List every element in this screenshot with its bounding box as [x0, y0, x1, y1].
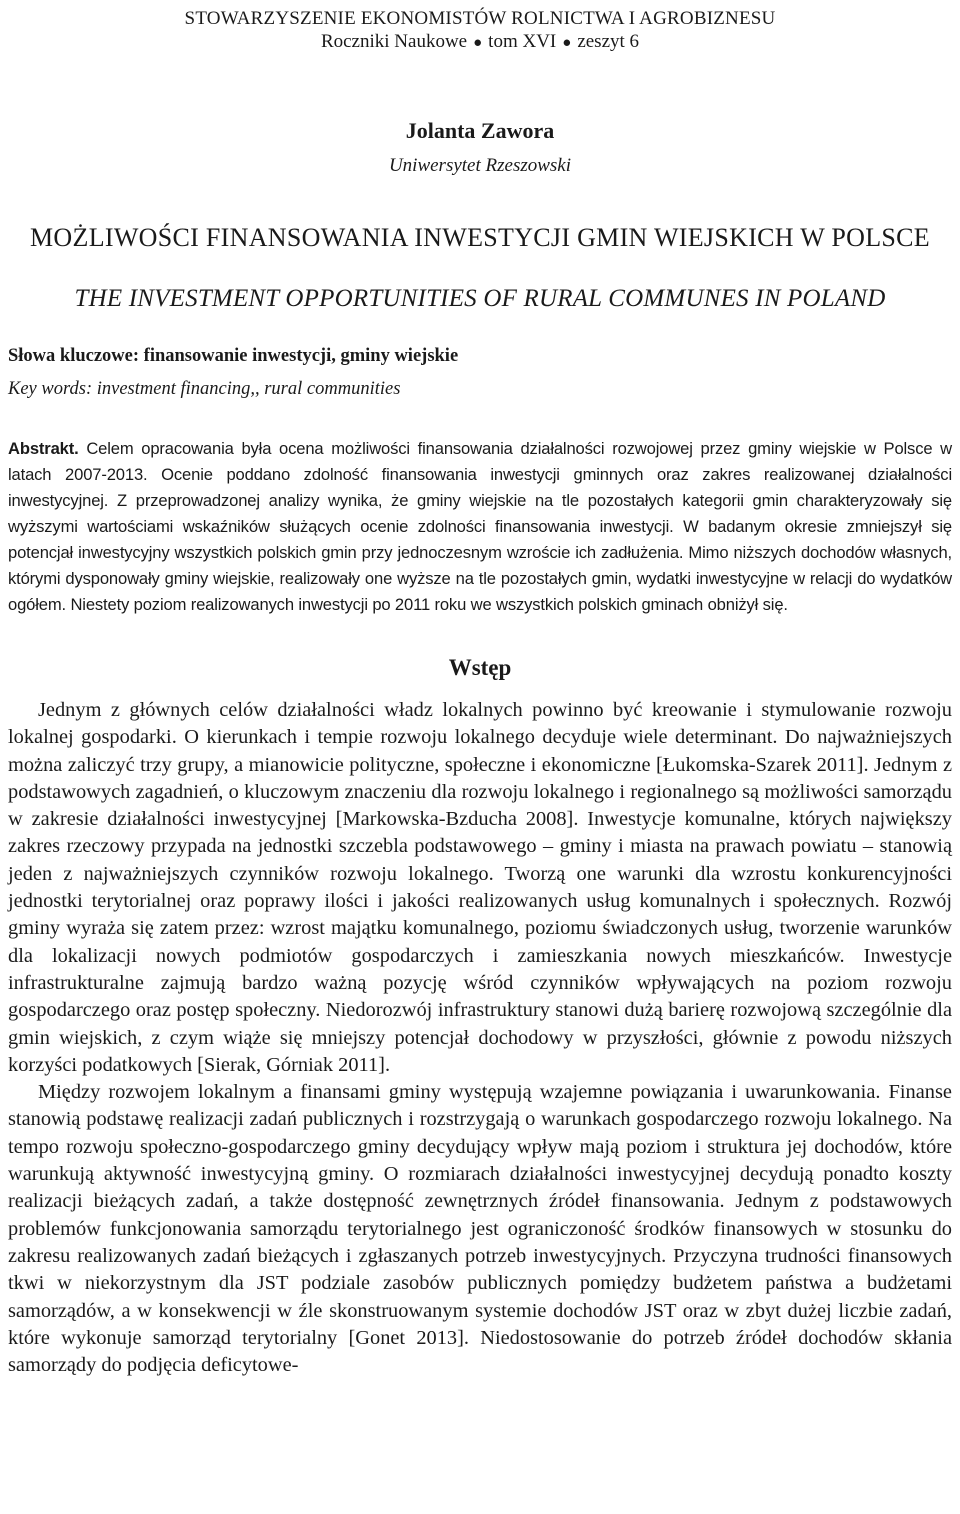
body-paragraph: Jednym z głównych celów działalności władz lokalnych powinno być kreowanie i stymulowanie rozwoju lokalnej gospodarki. O kierunkach i tempie rozwoju lokalnego decyduje wiele determinant. Do najważniejszych można zaliczyć trzy grupy, a mianowicie polityczne, społeczne i ekonomiczne [Łukomska-Szarek 2011]. Jednym z podstawowych zagadnień, o kluczowym znaczeniu dla rozwoju lokalnego i regionalnego są możliwości samorządu w zakresie działalności inwestycyjnej [Markowska-Bzducha 2008]. Inwestycje komunalne, których największy zakres rzeczowy przypada na jednostki szczebla podstawowego – gminy i miasta na prawach powiatu – stanowią jeden z najważniejszych czynników rozwoju lokalnego. Tworzą one warunki dla wzrostu konkurencyjności jednostki terytorialnej oraz poprawy ilości i jakości realizowanych usług komunalnych i społecznych. Rozwój gminy wyraża się zatem przez: wzrost majątku komunalnego, poziomu świadczonych usług, tworzenie warunków dla lokalizacji nowych podmiotów gospodarczych i zamieszkania nowych mieszkańców. Inwestycje infrastrukturalne zajmują bardzo ważną pozycję wśród czynników wpływających na poziom rozwoju gospodarczego oraz postęp społeczny. Niedorozwój infrastruktury stanowi dużą barierę rozwojową szczególnie dla gmin wiejskich, z czym wiąże się mniejszy potencjał dochodowy w przyszłości, głównie z powodu niższych korzyści podatkowych [Sierak, Górniak 2011]. [8, 699, 952, 1076]
paper-page [8, 0, 952, 1379]
bullet-icon: ● [562, 35, 572, 51]
keywords-polish: Słowa kluczowe: finansowanie inwestycji, gminy wiejskie [8, 346, 459, 366]
author-name: Jolanta Zawora [405, 118, 555, 143]
keywords-english: Key words: investment financing,, rural communities [8, 379, 401, 399]
paper-title-english: THE INVESTMENT OPPORTUNITIES OF RURAL COMMUNES IN POLAND [74, 285, 886, 312]
section-title: Wstęp [448, 655, 512, 680]
bullet-icon: ● [473, 35, 483, 51]
abstract-label: Abstrakt. [8, 439, 79, 458]
section-body [8, 697, 952, 1379]
abstract [8, 436, 952, 618]
journal-issue: zeszyt 6 [577, 31, 640, 52]
journal-header [8, 7, 952, 55]
journal-organization: STOWARZYSZENIE EKONOMISTÓW ROLNICTWA I AGROBIZNESU [184, 8, 776, 29]
author-affiliation: Uniwersytet Rzeszowski [388, 155, 572, 176]
journal-series: Roczniki Naukowe [320, 31, 468, 52]
paper-title-polish: MOŻLIWOŚCI FINANSOWANIA INWESTYCJI GMIN WIEJSKICH W POLSCE [30, 223, 930, 252]
journal-issue-line [8, 30, 952, 55]
body-paragraph: Między rozwojem lokalnym a finansami gminy występują wzajemne powiązania i uwarunkowania. Finanse stanowią podstawę realizacji zadań publicznych i rozstrzygają o warunkach gospodarczego rozwoju lokalnego. Na tempo rozwoju społeczno-gospodarczego gminy decydujący wpływ mają poziom i struktura jej dochodów, które warunkują aktywność inwestycyjną gminy. O rozmiarach działalności inwestycyjnej decydują ponadto koszty realizacji bieżących zadań, a także dostępność zewnętrznych źródeł finansowania. Jednym z podstawowych problemów funkcjonowania samorządu terytorialnego jest ograniczoność środków finansowych w stosunku do zakresu realizowanych zadań bieżących i zgłaszanych potrzeb inwestycyjnych. Przyczyna trudności finansowych tkwi w niekorzystnym dla JST podziale zasobów publicznych pomiędzy budżetem państwa a budżetami samorządów, a w konsekwencji w źle skonstruowanym systemie dochodów JST oraz w zbyt dużej liczbie zadań, które wykonuje samorząd terytorialny [Gonet 2013]. Niedostosowanie do potrzeb źródeł dochodów skłania samorządy do podjęcia deficytowe- [8, 1081, 952, 1377]
journal-volume: tom XVI [488, 31, 557, 52]
abstract-text: Celem opracowania była ocena możliwości finansowania działalności rozwojowej przez gminy wiejskie w Polsce w latach 2007-2013. Ocenie poddano zdolność finansowania inwestycji gminnych oraz zakres realizowanej działalności inwestycyjnej. Z przeprowadzonej analizy wynika, że gminy wiejskie na tle pozostałych kategorii gmin charakteryzowały się wyższymi wartościami wskaźników służących ocenie zdolności finansowania inwestycji. W badanym okresie zmniejszył się potencjał inwestycyjny wszystkich polskich gmin przy jednoczesnym wzroście ich zadłużenia. Mimo niższych dochodów własnych, którymi dysponowały gminy wiejskie, realizowały one wyższe na tle pozostałych gmin, wydatki inwestycyjne w relacji do wydatków ogółem. Niestety poziom realizowanych inwestycji po 2011 roku we wszystkich polskich gminach obniżył się. [8, 439, 952, 614]
